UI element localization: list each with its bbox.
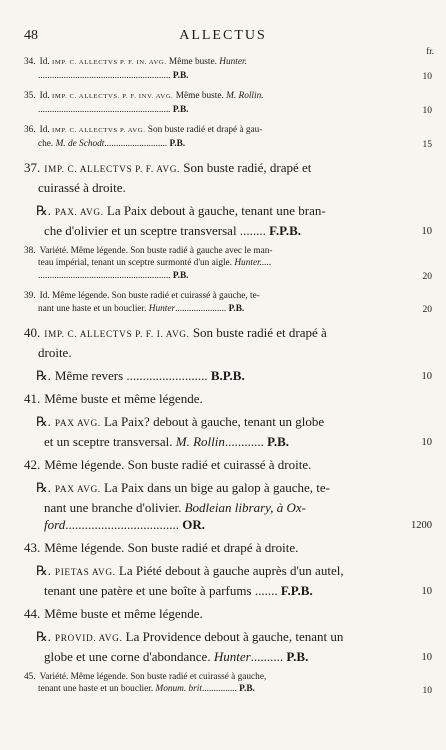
entry-line — [0, 159, 406, 179]
entry-text: Son buste radié et drapé à gau- — [147, 125, 263, 136]
coin-legend: PAX. AVG. — [54, 207, 104, 218]
entry-number: 34. — [24, 57, 36, 67]
leader-dots: ...................... — [175, 303, 227, 314]
coin-entry — [0, 90, 446, 116]
collection-owner: Bodleian library, à Ox- — [184, 499, 306, 515]
coin-legend: PROVID. AVG. — [54, 633, 123, 644]
entry-text: Même revers — [54, 367, 124, 383]
entry-text: Même légende. Son buste radié à gauche avec le man- — [70, 245, 273, 256]
collection-owner: Hunter — [148, 303, 176, 314]
coin-entry — [0, 324, 446, 361]
entry-line — [0, 344, 406, 361]
leader-dots: ............ — [224, 433, 264, 449]
price-value: 10 — [421, 585, 432, 597]
entry-lead: Id. — [39, 291, 50, 302]
entry-text: nant une haste et un bouclier. — [38, 303, 147, 314]
entry-number: ℞. — [36, 628, 51, 644]
leader-dots: ....... — [254, 582, 278, 598]
entry-number: ℞. — [36, 367, 51, 383]
entry-line — [0, 390, 406, 407]
entry-line — [0, 56, 406, 70]
coin-legend: IMP. C. ALLECTVS P. AVG. — [52, 127, 146, 135]
coin-legend: IMP. C. ALLECTVS P. F. I. AVG. — [44, 329, 190, 340]
price-value: 10 — [421, 370, 432, 382]
entry-text: Même légende. Son buste radié et cuirassé à gauche, te- — [52, 291, 260, 302]
entry-number: 44. — [24, 605, 41, 621]
entry-text: La Paix? debout à gauche, tenant un globe — [103, 413, 325, 429]
price-value: 20 — [422, 305, 432, 316]
rarity-mark: P.B. — [228, 303, 245, 314]
entry-text: La Piété debout à gauche auprès d'un autel, — [118, 562, 344, 578]
entry-text: La Paix debout à gauche, tenant une bran- — [106, 202, 326, 218]
reverse-entry — [0, 562, 446, 599]
entry-line — [0, 433, 406, 450]
entry-line — [0, 179, 406, 196]
entry-line — [0, 290, 406, 303]
entry-number: 37. — [24, 159, 41, 175]
coin-entry — [0, 390, 446, 407]
entry-line — [0, 413, 406, 433]
entry-number: 40. — [24, 324, 41, 340]
entry-number: 45. — [24, 671, 36, 682]
coin-entry — [0, 671, 446, 696]
entry-line — [0, 582, 406, 599]
entry-text: droite. — [38, 344, 72, 360]
entry-line — [0, 138, 406, 151]
collection-owner: Hunter..... — [234, 258, 272, 269]
rarity-mark: P.B. — [169, 138, 186, 149]
entry-text: teau impérial, tenant un sceptre surmonté d'un aigle. — [38, 258, 233, 269]
page-number: 48 — [24, 28, 38, 43]
entry-line — [0, 683, 406, 696]
coin-legend: IMP. C. ALLECTVS P. F. AVG. — [44, 164, 180, 175]
entry-lead: Variété. — [39, 245, 69, 256]
entry-number: 41. — [24, 390, 41, 406]
entry-text: Même buste. — [168, 57, 217, 67]
coin-legend: IMP. C. ALLECTVS. P. F. INV. AVG. — [52, 93, 174, 101]
coin-entry — [0, 539, 446, 556]
entry-line — [0, 671, 406, 684]
price-value: 20 — [422, 271, 432, 282]
price-value: 10 — [421, 436, 432, 448]
rarity-mark: P.B. — [172, 70, 189, 81]
rarity-mark: OR. — [182, 516, 205, 532]
entry-line — [0, 257, 406, 270]
entry-line — [0, 324, 406, 344]
entry-line — [0, 245, 406, 258]
entry-prefix: che. — [38, 138, 54, 149]
entry-text: Même légende. Son buste radié et drapé à droite. — [44, 539, 299, 555]
reverse-entry — [0, 202, 446, 239]
coin-entry — [0, 245, 446, 283]
entry-text: tenant une haste et un bouclier. — [38, 684, 154, 695]
price-value: 10 — [421, 651, 432, 663]
entry-line — [0, 456, 406, 473]
entry-text: Son buste radié, drapé et — [183, 159, 312, 175]
running-title: ALLECTUS — [179, 28, 267, 43]
entry-lead: Variété. — [39, 671, 69, 682]
entry-line — [0, 124, 406, 138]
coin-legend: IMP. C. ALLECTVS P. F. IN. AVG. — [52, 59, 167, 66]
leader-dots: .......... — [250, 648, 284, 664]
coin-legend: PAX AVG. — [54, 484, 101, 495]
coin-entry — [0, 159, 446, 196]
entry-number: 38. — [24, 245, 36, 256]
entry-line — [0, 628, 406, 648]
coin-entry — [0, 124, 446, 150]
entry-text: che d'olivier et un sceptre transversal — [44, 222, 237, 238]
rarity-mark: B.P.B. — [210, 367, 245, 383]
entry-number: 43. — [24, 539, 41, 555]
collection-owner: M. de Schodt — [55, 138, 105, 149]
coin-entry — [0, 290, 446, 315]
entry-number: ℞. — [36, 202, 51, 218]
collection-owner: M. Rollin — [175, 433, 225, 449]
entry-text: Même buste. — [175, 91, 224, 102]
price-value: 15 — [422, 140, 432, 151]
leader-dots: ......................................................... — [38, 70, 171, 81]
rarity-mark: F.P.B. — [269, 222, 301, 238]
entry-line — [0, 367, 406, 384]
entry-line — [0, 479, 406, 499]
leader-dots: ........ — [239, 222, 266, 238]
coin-entry — [0, 456, 446, 473]
entry-text: Même buste et même légende. — [44, 605, 203, 621]
price-value: 10 — [422, 72, 432, 82]
entry-text: Même légende. Son buste radié et cuirassé à droite. — [44, 456, 312, 472]
entry-number: 39. — [24, 291, 36, 302]
collection-owner: Hunter. — [219, 57, 247, 67]
coin-entry — [0, 56, 446, 82]
leader-dots: ................................... — [65, 516, 179, 532]
reverse-entry — [0, 413, 446, 450]
rarity-mark: P.B. — [172, 270, 189, 281]
entry-text: et un sceptre transversal. — [44, 433, 173, 449]
entry-line — [0, 499, 406, 516]
collection-owner: Hunter — [213, 648, 251, 664]
entry-text: Même légende. Son buste radié et cuirassé à gauche, — [70, 671, 267, 682]
page-header — [0, 28, 446, 56]
entry-text: La Paix dans un bige au galop à gauche, te- — [103, 479, 330, 495]
reverse-entry — [0, 479, 446, 533]
leader-dots: ......................................................... — [38, 104, 171, 115]
reverse-entry — [0, 367, 446, 384]
entry-text: globe et une corne d'abondance. — [44, 648, 211, 664]
entry-line — [0, 605, 406, 622]
coin-legend: PAX AVG. — [54, 418, 101, 429]
entry-line — [0, 222, 406, 239]
entry-number: ℞. — [36, 413, 51, 429]
entry-line — [0, 539, 406, 556]
collection-owner: Monum. brit — [155, 684, 202, 695]
reverse-entry — [0, 628, 446, 665]
collection-owner: M. Rollin. — [226, 91, 264, 102]
entry-line — [0, 202, 406, 222]
entry-line — [0, 90, 406, 104]
entry-line — [0, 516, 406, 533]
coin-legend: PIETAS AVG. — [54, 567, 116, 578]
rarity-mark: P.B. — [267, 433, 290, 449]
entry-text: cuirassé à droite. — [38, 179, 126, 195]
entry-number: 36. — [24, 125, 36, 136]
rarity-mark: F.P.B. — [280, 582, 313, 598]
price-value: 10 — [422, 685, 432, 696]
entry-text: Même buste et même légende. — [44, 390, 203, 406]
entry-line — [0, 303, 406, 316]
currency-label: fr. — [426, 46, 434, 56]
entry-line — [0, 70, 406, 83]
collection-owner: ford — [44, 516, 66, 532]
entry-text: Son buste radié et drapé à — [192, 324, 327, 340]
rarity-mark: P.B. — [172, 104, 189, 115]
price-value: 10 — [422, 106, 432, 117]
entry-number: ℞. — [36, 479, 51, 495]
entry-lead: Id. — [39, 125, 50, 136]
entry-number: 42. — [24, 456, 41, 472]
leader-dots: ............... — [201, 684, 237, 695]
price-value: 1200 — [411, 519, 432, 531]
entry-line — [0, 270, 406, 283]
entry-number: ℞. — [36, 562, 51, 578]
coin-entries — [0, 56, 446, 704]
entry-text: La Providence debout à gauche, tenant un — [125, 628, 344, 644]
entry-line — [0, 104, 406, 117]
entry-lead: Id. — [39, 57, 50, 67]
entry-line — [0, 562, 406, 582]
rarity-mark: P.B. — [239, 684, 255, 695]
leader-dots: ......................... — [126, 367, 208, 383]
entry-number: 35. — [24, 91, 36, 102]
entry-text: nant une branche d'olivier. — [44, 499, 182, 515]
rarity-mark: P.B. — [286, 648, 309, 664]
entry-lead: Id. — [39, 91, 50, 102]
entry-line — [0, 648, 406, 665]
coin-entry — [0, 605, 446, 622]
leader-dots: ......................................................... — [38, 270, 171, 281]
entry-text: tenant une patère et une boîte à parfums — [44, 582, 252, 598]
leader-dots: ........................... — [104, 138, 168, 149]
price-value: 10 — [421, 225, 432, 237]
